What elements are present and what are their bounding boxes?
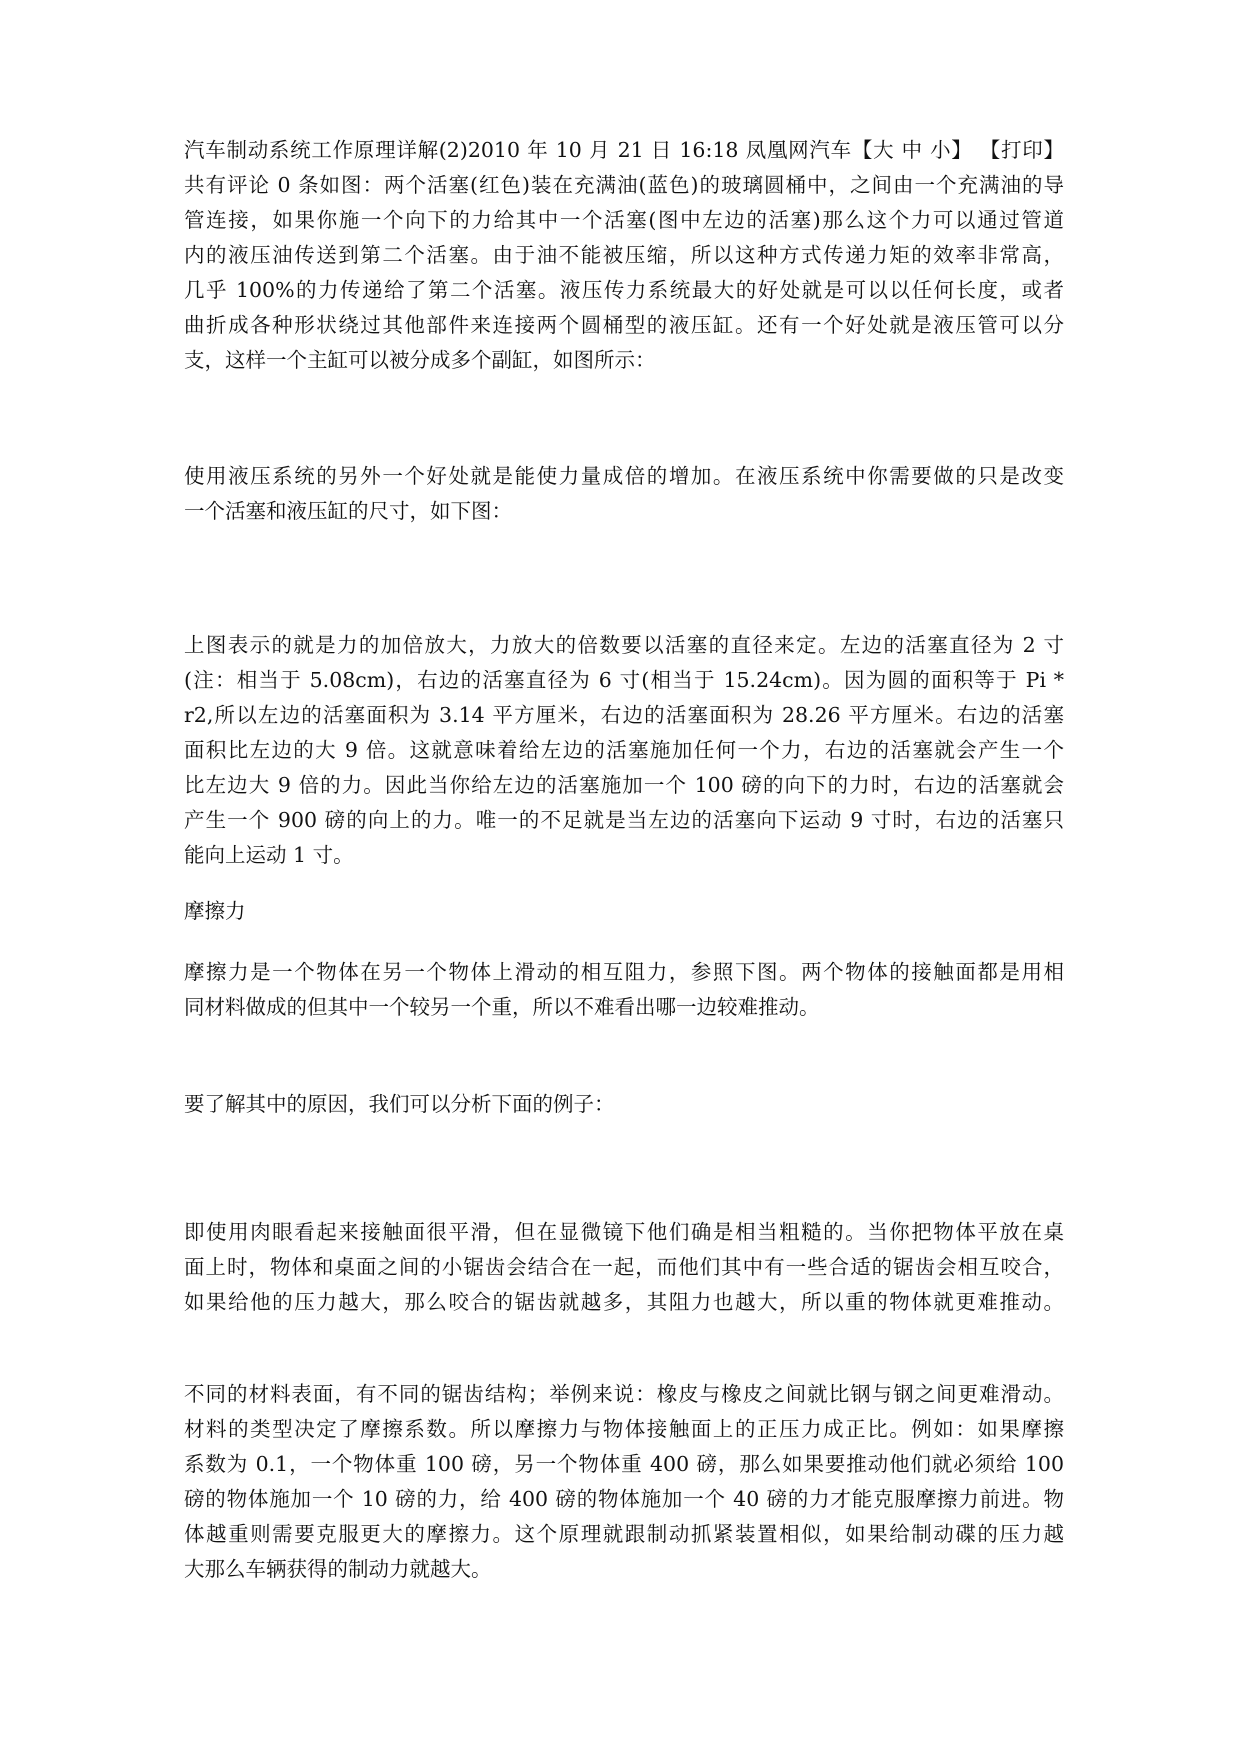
paragraph-line: 能向上运动 1 寸。 (184, 843, 354, 867)
friction-intro-paragraph (184, 955, 1064, 1025)
section-heading: 摩擦力 (184, 899, 246, 923)
intro-paragraph (184, 133, 1064, 378)
paragraph-line: 产生一个 900 磅的向上的力。唯一的不足就是当左边的活塞向下运动 9 寸时，右边的活塞只 (184, 808, 1064, 832)
friction-heading (184, 894, 1064, 929)
paragraph-line: 使用液压系统的另外一个好处就是能使力量成倍的增加。在液压系统中你需要做的只是改变 (184, 464, 1064, 488)
hydraulic-gain-paragraph (184, 459, 1064, 529)
paragraph-line: 一个活塞和液压缸的尺寸，如下图： (184, 499, 512, 523)
paragraph-line: 几乎 100%的力传递给了第二个活塞。液压传力系统最大的好处就是可以以任何长度，或者 (184, 278, 1064, 302)
microscope-paragraph (184, 1215, 1064, 1320)
paragraph-line: 不同的材料表面，有不同的锯齿结构；举例来说：橡皮与橡皮之间就比钢与钢之间更难滑动。 (184, 1382, 1064, 1406)
materials-paragraph (184, 1377, 1064, 1587)
paragraph-line: 曲折成各种形状绕过其他部件来连接两个圆桶型的液压缸。还有一个好处就是液压管可以分 (184, 313, 1064, 337)
paragraph-line: 摩擦力是一个物体在另一个物体上滑动的相互阻力，参照下图。两个物体的接触面都是用相 (184, 960, 1064, 984)
paragraph-line: 面上时，物体和桌面之间的小锯齿会结合在一起，而他们其中有一些合适的锯齿会相互咬合， (184, 1255, 1064, 1279)
paragraph-line: 支，这样一个主缸可以被分成多个副缸，如图所示： (184, 348, 656, 372)
paragraph-line: 共有评论 0 条如图：两个活塞(红色)装在充满油(蓝色)的玻璃圆桶中，之间由一个充满油的导 (184, 173, 1064, 197)
paragraph-line: 管连接，如果你施一个向下的力给其中一个活塞(图中左边的活塞)那么这个力可以通过管道 (184, 208, 1064, 232)
paragraph-line: 面积比左边的大 9 倍。这就意味着给左边的活塞施加任何一个力，右边的活塞就会产生一个 (184, 738, 1064, 762)
paragraph-line: 大那么车辆获得的制动力就越大。 (184, 1557, 492, 1581)
paragraph-line: 内的液压油传送到第二个活塞。由于油不能被压缩，所以这种方式传递力矩的效率非常高， (184, 243, 1064, 267)
paragraph-line: 同材料做成的但其中一个较另一个重，所以不难看出哪一边较难推动。 (184, 995, 820, 1019)
paragraph-line: 磅的物体施加一个 10 磅的力，给 400 磅的物体施加一个 40 磅的力才能克服摩擦力前进。物 (184, 1487, 1064, 1511)
paragraph-line: 即使用肉眼看起来接触面很平滑，但在显微镜下他们确是相当粗糙的。当你把物体平放在桌 (184, 1220, 1064, 1244)
paragraph-line: 比左边大 9 倍的力。因此当你给左边的活塞施加一个 100 磅的向下的力时，右边的活塞就会 (184, 773, 1064, 797)
paragraph-line: 如果给他的压力越大，那么咬合的锯齿就越多，其阻力也越大，所以重的物体就更难推动。 (184, 1290, 1064, 1314)
paragraph-line: (注：相当于 5.08cm)，右边的活塞直径为 6 寸(相当于 15.24cm)。因为圆的面积等于 Pi * (184, 668, 1064, 692)
paragraph-line: 体越重则需要克服更大的摩擦力。这个原理就跟制动抓紧装置相似，如果给制动碟的压力越 (184, 1522, 1064, 1546)
paragraph-line: 要了解其中的原因，我们可以分析下面的例子： (184, 1092, 615, 1116)
paragraph-line: 上图表示的就是力的加倍放大，力放大的倍数要以活塞的直径来定。左边的活塞直径为 2 寸 (184, 633, 1064, 657)
friction-reason-paragraph (184, 1087, 1064, 1122)
paragraph-line: 系数为 0.1，一个物体重 100 磅，另一个物体重 400 磅，那么如果要推动他们就必须给 100 (184, 1452, 1064, 1476)
article-title-line: 汽车制动系统工作原理详解(2)2010 年 10 月 21 日 16:18 凤凰网汽车【大 中 小】 【打印】 (184, 138, 1064, 162)
paragraph-line: r2,所以左边的活塞面积为 3.14 平方厘米，右边的活塞面积为 28.26 平方厘米。右边的活塞 (184, 703, 1064, 727)
paragraph-line: 材料的类型决定了摩擦系数。所以摩擦力与物体接触面上的正压力成正比。例如：如果摩擦 (184, 1417, 1064, 1441)
force-multiplication-paragraph (184, 628, 1064, 873)
